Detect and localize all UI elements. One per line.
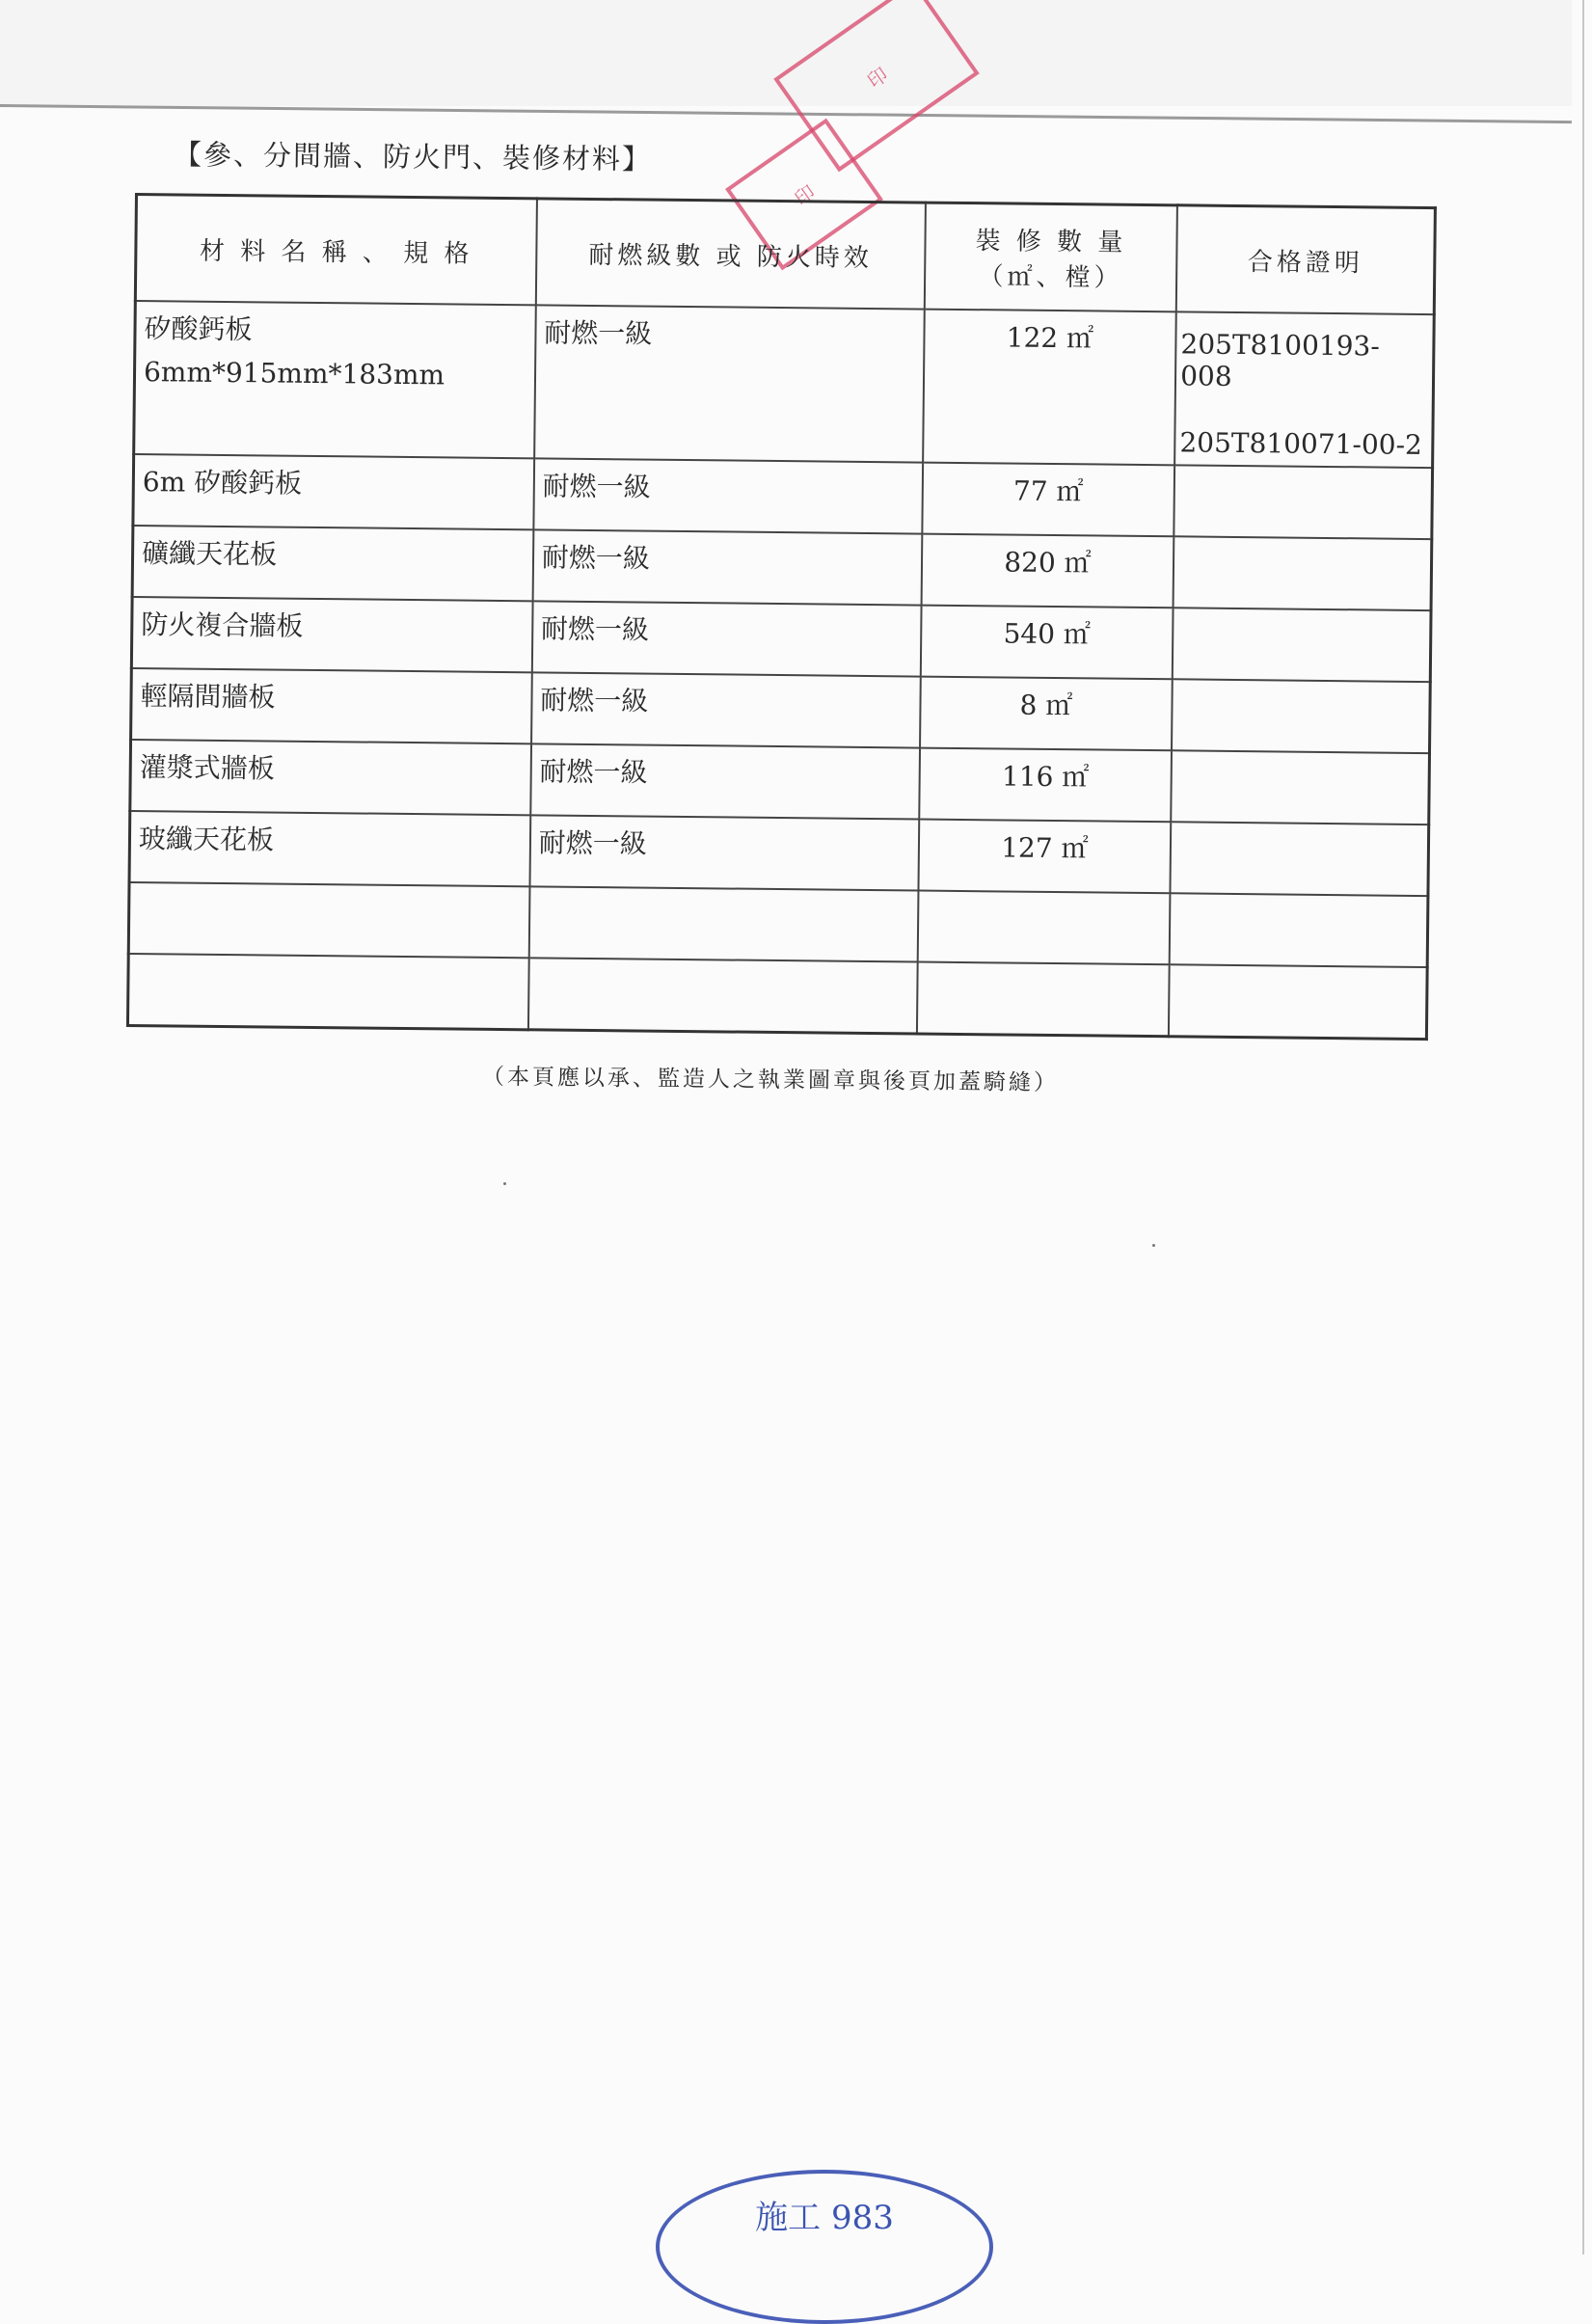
fire-rating-cell: 耐燃一級: [532, 601, 922, 676]
quantity-cell: 8 ㎡: [920, 677, 1173, 751]
page-right-edge: [1582, 0, 1584, 2255]
certificate-cell: [1174, 311, 1434, 468]
empty-cell: [917, 962, 1170, 1037]
section-title: 【參、分間牆、防火門、裝修材料】: [173, 138, 653, 176]
certificate-cell: [1174, 536, 1432, 610]
quantity-cell: 540 ㎡: [921, 606, 1174, 680]
fire-rating-cell: 耐燃一級: [530, 743, 920, 819]
empty-cell: [918, 891, 1171, 965]
material-name-cell: 礦纖天花板: [132, 526, 533, 601]
table-row: [134, 301, 1435, 468]
header-quantity: [925, 203, 1177, 311]
fire-rating-cell: 耐燃一級: [531, 672, 921, 747]
quantity-cell: 116 ㎡: [919, 748, 1172, 823]
header-fire-rating: 耐燃級數 或 防火時效: [536, 199, 926, 310]
red-seal-stamp: 印: [773, 0, 979, 172]
material-name-cell: [134, 301, 536, 458]
quantity-cell: 77 ㎡: [922, 463, 1174, 537]
empty-cell: [528, 958, 918, 1034]
header-quantity-unit: （㎡、樘）: [978, 262, 1123, 293]
seal-text: 施工: [755, 2199, 822, 2237]
fire-rating-cell: 耐燃一級: [532, 529, 922, 605]
table-header-row: [135, 195, 1435, 315]
quantity-cell: 122 ㎡: [923, 310, 1176, 466]
header-certificate: 合格證明: [1176, 205, 1436, 314]
table-row: [133, 454, 1433, 539]
materials-table: [126, 193, 1437, 1040]
certificate-cell: [1171, 750, 1429, 824]
table-row: [131, 668, 1431, 753]
page-edge: [0, 104, 1572, 123]
table-row: [132, 526, 1432, 610]
material-name-cell: 玻纖天花板: [129, 811, 530, 886]
fire-rating-cell: 耐燃一級: [534, 305, 925, 462]
certificate-cell: [1174, 465, 1432, 539]
table-row: [129, 811, 1429, 896]
fire-rating-cell: 耐燃一級: [529, 815, 919, 890]
table-row-empty: [128, 882, 1428, 967]
red-seal-stamp-small: 印: [725, 119, 883, 271]
material-spec: 6mm*915mm*183mm: [143, 356, 445, 392]
table-row: [130, 740, 1430, 824]
certificate-cell: [1172, 679, 1430, 753]
empty-cell: [1170, 893, 1428, 967]
table-row-empty: [127, 954, 1427, 1040]
table-row: [131, 597, 1431, 682]
scan-speck: [1152, 1244, 1155, 1247]
blue-seal-stamp: [656, 2170, 993, 2324]
material-name: 矽酸鈣板: [144, 312, 253, 346]
materials-table-wrapper: [126, 193, 1437, 1040]
seal-number: 983: [830, 2199, 894, 2237]
material-name-cell: 防火複合牆板: [131, 597, 532, 672]
empty-cell: [128, 882, 529, 958]
material-name-cell: 灌漿式牆板: [130, 740, 531, 815]
empty-cell: [1169, 964, 1427, 1039]
certificate-number: 205T8100193-008: [1180, 328, 1380, 392]
quantity-cell: 820 ㎡: [921, 534, 1174, 608]
header-material-name: 材 料 名 稱 、 規 格: [135, 195, 536, 306]
certificate-cell: [1173, 608, 1431, 682]
material-name-cell: 輕隔間牆板: [131, 668, 532, 743]
header-quantity-label: 裝 修 數 量: [975, 227, 1127, 257]
certificate-number: 205T810071-00-2: [1179, 426, 1422, 461]
empty-cell: [528, 886, 918, 961]
footer-note: （本頁應以承、監造人之執業圖章與後頁加蓋騎縫）: [481, 1065, 1060, 1096]
scan-speck: [503, 1182, 506, 1185]
empty-cell: [127, 954, 528, 1030]
certificate-cell: [1171, 822, 1429, 896]
quantity-cell: 127 ㎡: [918, 820, 1171, 894]
fire-rating-cell: 耐燃一級: [533, 458, 923, 533]
material-name-cell: 6m 矽酸鈣板: [133, 454, 534, 529]
